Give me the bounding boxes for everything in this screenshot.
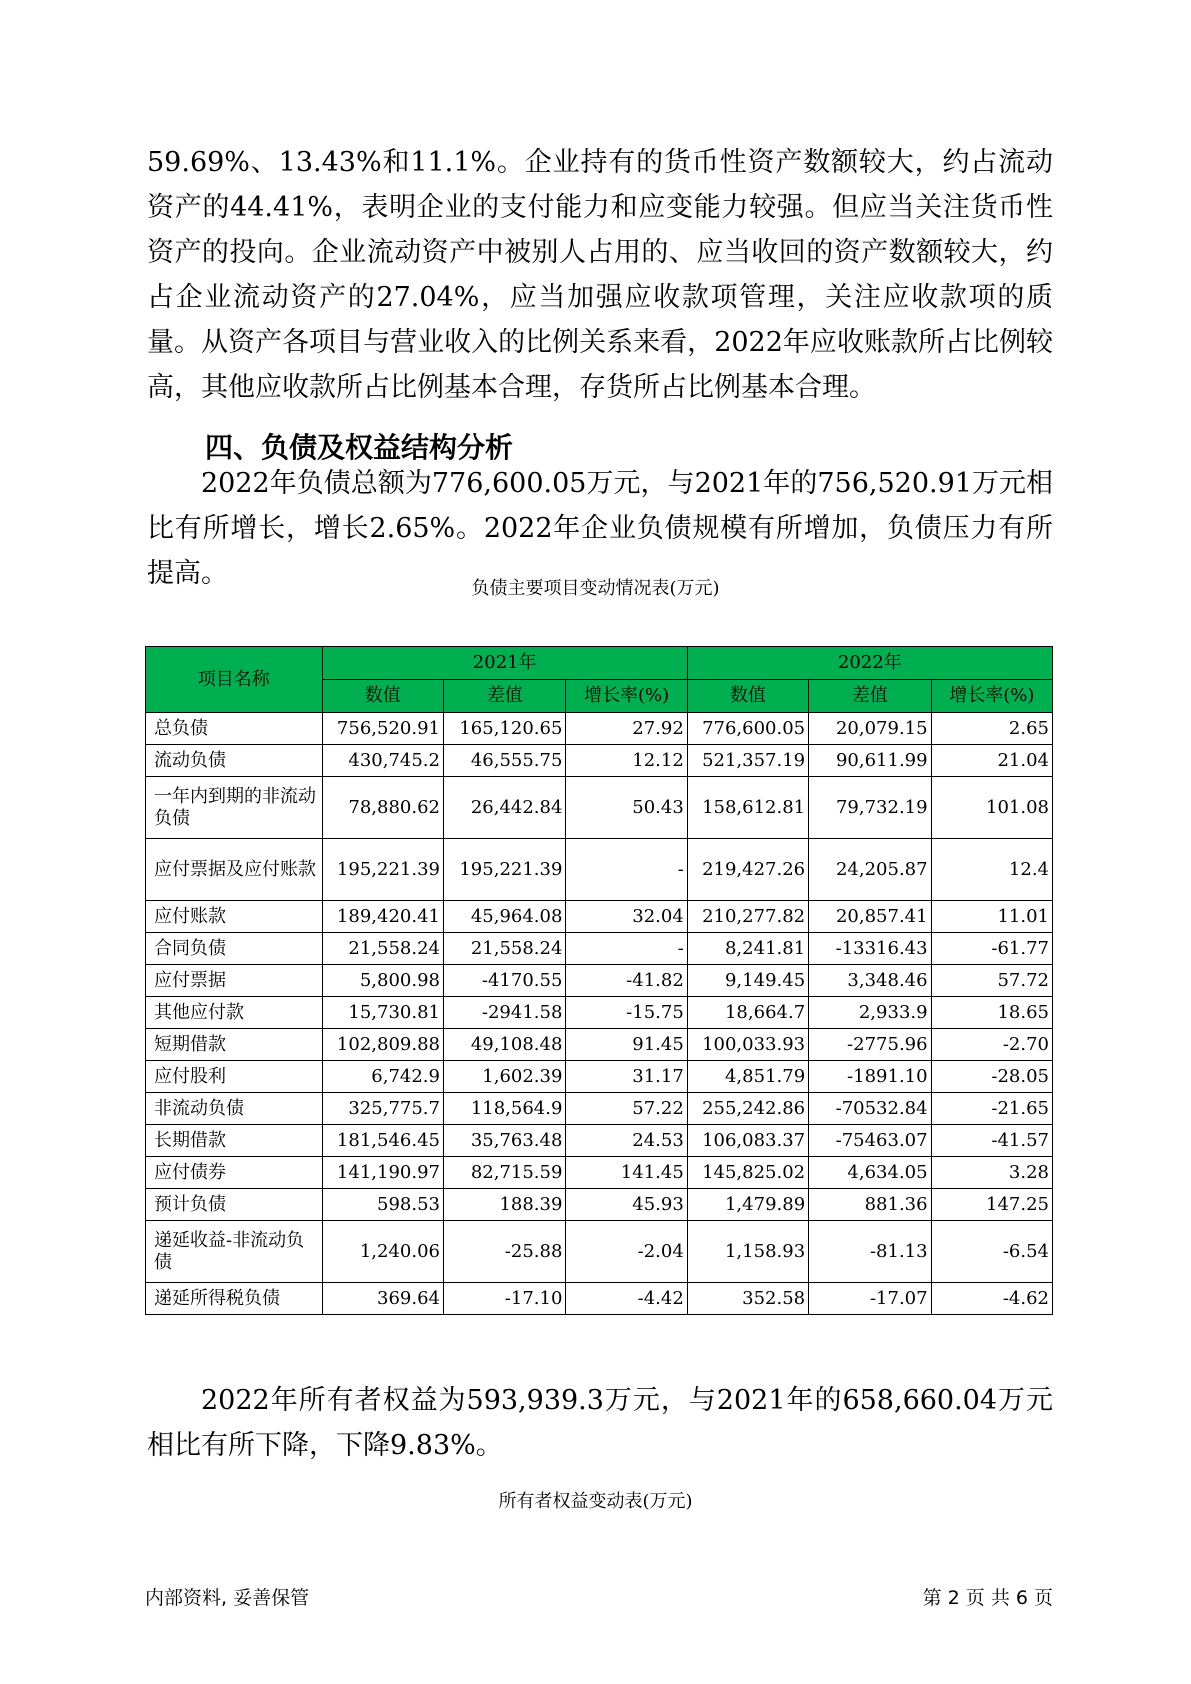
row-name: 应付票据及应付账款 (146, 839, 323, 901)
cell-growth-2022: -21.65 (931, 1093, 1052, 1125)
table-row (146, 839, 1053, 901)
cell-diff-2021: -4170.55 (443, 965, 565, 997)
table-row (146, 777, 1053, 839)
cell-value-2021: 15,730.81 (322, 997, 443, 1029)
row-name: 流动负债 (146, 745, 323, 777)
cell-value-2021: 325,775.7 (322, 1093, 443, 1125)
cell-diff-2021: 195,221.39 (443, 839, 565, 901)
cell-diff-2021: -2941.58 (443, 997, 565, 1029)
cell-growth-2021: 141.45 (566, 1157, 687, 1189)
table-row (146, 1061, 1053, 1093)
row-name: 应付股利 (146, 1061, 323, 1093)
header-year-2022: 2022年 (687, 647, 1052, 680)
table-row (146, 1029, 1053, 1061)
cell-growth-2022: -28.05 (931, 1061, 1052, 1093)
cell-value-2022: 4,851.79 (687, 1061, 808, 1093)
cell-value-2022: 106,083.37 (687, 1125, 808, 1157)
table2-caption: 所有者权益变动表(万元) (498, 1491, 693, 1512)
table-row (146, 1189, 1053, 1221)
cell-growth-2021: -15.75 (566, 997, 687, 1029)
cell-growth-2021: 31.17 (566, 1061, 687, 1093)
cell-value-2022: 210,277.82 (687, 901, 808, 933)
cell-diff-2021: 26,442.84 (443, 777, 565, 839)
cell-value-2022: 255,242.86 (687, 1093, 808, 1125)
cell-growth-2022: -2.70 (931, 1029, 1052, 1061)
table-row (146, 965, 1053, 997)
cell-growth-2022: 12.4 (931, 839, 1052, 901)
cell-diff-2022: -1891.10 (809, 1061, 931, 1093)
cell-diff-2022: -81.13 (809, 1221, 931, 1283)
table-row (146, 1093, 1053, 1125)
row-name: 应付债券 (146, 1157, 323, 1189)
header-year-2021: 2021年 (322, 647, 687, 680)
header-diff-2021: 差值 (443, 680, 565, 713)
row-name: 递延所得税负债 (146, 1283, 323, 1315)
cell-value-2022: 219,427.26 (687, 839, 808, 901)
liability-table (145, 646, 1053, 1315)
cell-growth-2021: 57.22 (566, 1093, 687, 1125)
row-name: 应付账款 (146, 901, 323, 933)
cell-growth-2022: 18.65 (931, 997, 1052, 1029)
header-diff-2022: 差值 (809, 680, 931, 713)
cell-diff-2021: 165,120.65 (443, 713, 565, 745)
cell-growth-2022: 11.01 (931, 901, 1052, 933)
cell-diff-2022: 20,857.41 (809, 901, 931, 933)
cell-value-2021: 430,745.2 (322, 745, 443, 777)
cell-diff-2022: 2,933.9 (809, 997, 931, 1029)
cell-value-2021: 756,520.91 (322, 713, 443, 745)
cell-value-2022: 158,612.81 (687, 777, 808, 839)
section-heading: 四、负债及权益结构分析 (205, 431, 514, 464)
row-name: 非流动负债 (146, 1093, 323, 1125)
cell-diff-2022: 881.36 (809, 1189, 931, 1221)
cell-growth-2021: 12.12 (566, 745, 687, 777)
cell-diff-2021: -25.88 (443, 1221, 565, 1283)
row-name: 其他应付款 (146, 997, 323, 1029)
cell-diff-2021: 46,555.75 (443, 745, 565, 777)
footer-confidential-note: 内部资料, 妥善保管 (145, 1587, 310, 1609)
cell-growth-2021: 27.92 (566, 713, 687, 745)
paragraph-asset-analysis: 59.69%、13.43%和11.1%。企业持有的货币性资产数额较大，约占流动资产的44.41%，表明企业的支付能力和应变能力较强。但应当关注货币性资产的投向。企业流动资产中被别人占用的、应当收回的资产数额较大，约占企业流动资产的27.04%，应当加强应收款项管理，关注应收款项的质量。从资产各项目与营业收入的比例关系来看，2022年应收账款所占比例较高，其他应收款所占比例基本合理，存货所占比例基本合理。 (147, 147, 1053, 403)
cell-value-2022: 18,664.7 (687, 997, 808, 1029)
cell-diff-2021: -17.10 (443, 1283, 565, 1315)
cell-growth-2022: 3.28 (931, 1157, 1052, 1189)
row-name: 预计负债 (146, 1189, 323, 1221)
header-growth-2021: 增长率(%) (566, 680, 687, 713)
cell-value-2022: 145,825.02 (687, 1157, 808, 1189)
cell-diff-2022: -70532.84 (809, 1093, 931, 1125)
cell-growth-2022: 147.25 (931, 1189, 1052, 1221)
cell-growth-2021: 91.45 (566, 1029, 687, 1061)
cell-growth-2021: -4.42 (566, 1283, 687, 1315)
paragraph-liability-summary: 2022年负债总额为776,600.05万元，与2021年的756,520.91万元相比有所增长，增长2.65%。2022年企业负债规模有所增加，负债压力有所提高。 (147, 468, 1053, 589)
row-name: 合同负债 (146, 933, 323, 965)
cell-diff-2021: 1,602.39 (443, 1061, 565, 1093)
row-name: 递延收益-非流动负债 (146, 1221, 323, 1283)
cell-growth-2022: -6.54 (931, 1221, 1052, 1283)
cell-growth-2021: -2.04 (566, 1221, 687, 1283)
cell-diff-2021: 21,558.24 (443, 933, 565, 965)
row-name: 应付票据 (146, 965, 323, 997)
cell-value-2022: 1,158.93 (687, 1221, 808, 1283)
cell-diff-2021: 45,964.08 (443, 901, 565, 933)
cell-value-2022: 100,033.93 (687, 1029, 808, 1061)
cell-growth-2022: 2.65 (931, 713, 1052, 745)
cell-value-2021: 1,240.06 (322, 1221, 443, 1283)
cell-value-2022: 776,600.05 (687, 713, 808, 745)
cell-growth-2022: -41.57 (931, 1125, 1052, 1157)
cell-value-2021: 78,880.62 (322, 777, 443, 839)
table-row (146, 745, 1053, 777)
table1-caption: 负债主要项目变动情况表(万元) (471, 578, 720, 599)
cell-diff-2022: 4,634.05 (809, 1157, 931, 1189)
row-name: 短期借款 (146, 1029, 323, 1061)
cell-growth-2022: 57.72 (931, 965, 1052, 997)
cell-value-2021: 6,742.9 (322, 1061, 443, 1093)
header-value-2022: 数值 (687, 680, 808, 713)
header-value-2021: 数值 (322, 680, 443, 713)
cell-growth-2022: 21.04 (931, 745, 1052, 777)
table-row (146, 1125, 1053, 1157)
cell-diff-2021: 188.39 (443, 1189, 565, 1221)
cell-value-2021: 189,420.41 (322, 901, 443, 933)
cell-value-2022: 8,241.81 (687, 933, 808, 965)
cell-diff-2021: 49,108.48 (443, 1029, 565, 1061)
cell-diff-2021: 82,715.59 (443, 1157, 565, 1189)
cell-diff-2022: -13316.43 (809, 933, 931, 965)
cell-diff-2022: 24,205.87 (809, 839, 931, 901)
table-row (146, 713, 1053, 745)
cell-growth-2022: -61.77 (931, 933, 1052, 965)
cell-value-2021: 195,221.39 (322, 839, 443, 901)
cell-diff-2022: -17.07 (809, 1283, 931, 1315)
cell-value-2021: 598.53 (322, 1189, 443, 1221)
footer-page-number: 第 2 页 共 6 页 (922, 1587, 1053, 1609)
table-row (146, 933, 1053, 965)
table-row (146, 901, 1053, 933)
row-name: 一年内到期的非流动负债 (146, 777, 323, 839)
row-name: 总负债 (146, 713, 323, 745)
table-row (146, 1221, 1053, 1283)
cell-value-2021: 102,809.88 (322, 1029, 443, 1061)
cell-diff-2022: -75463.07 (809, 1125, 931, 1157)
cell-growth-2021: -41.82 (566, 965, 687, 997)
table-row (146, 1283, 1053, 1315)
table-row (146, 1157, 1053, 1189)
cell-growth-2021: - (566, 933, 687, 965)
cell-diff-2022: 90,611.99 (809, 745, 931, 777)
cell-growth-2021: 50.43 (566, 777, 687, 839)
cell-value-2022: 521,357.19 (687, 745, 808, 777)
row-name: 长期借款 (146, 1125, 323, 1157)
cell-value-2021: 141,190.97 (322, 1157, 443, 1189)
cell-growth-2022: 101.08 (931, 777, 1052, 839)
cell-value-2021: 5,800.98 (322, 965, 443, 997)
cell-value-2022: 9,149.45 (687, 965, 808, 997)
cell-value-2022: 352.58 (687, 1283, 808, 1315)
cell-value-2021: 369.64 (322, 1283, 443, 1315)
paragraph-equity-summary: 2022年所有者权益为593,939.3万元，与2021年的658,660.04万元相比有所下降，下降9.83%。 (147, 1385, 1053, 1461)
cell-diff-2021: 118,564.9 (443, 1093, 565, 1125)
cell-growth-2021: 45.93 (566, 1189, 687, 1221)
cell-growth-2021: - (566, 839, 687, 901)
cell-growth-2021: 32.04 (566, 901, 687, 933)
header-growth-2022: 增长率(%) (931, 680, 1052, 713)
cell-diff-2022: -2775.96 (809, 1029, 931, 1061)
cell-diff-2021: 35,763.48 (443, 1125, 565, 1157)
cell-value-2022: 1,479.89 (687, 1189, 808, 1221)
cell-growth-2022: -4.62 (931, 1283, 1052, 1315)
table-row (146, 997, 1053, 1029)
header-item-name: 项目名称 (146, 647, 323, 713)
cell-value-2021: 21,558.24 (322, 933, 443, 965)
cell-diff-2022: 79,732.19 (809, 777, 931, 839)
cell-value-2021: 181,546.45 (322, 1125, 443, 1157)
cell-growth-2021: 24.53 (566, 1125, 687, 1157)
cell-diff-2022: 3,348.46 (809, 965, 931, 997)
cell-diff-2022: 20,079.15 (809, 713, 931, 745)
